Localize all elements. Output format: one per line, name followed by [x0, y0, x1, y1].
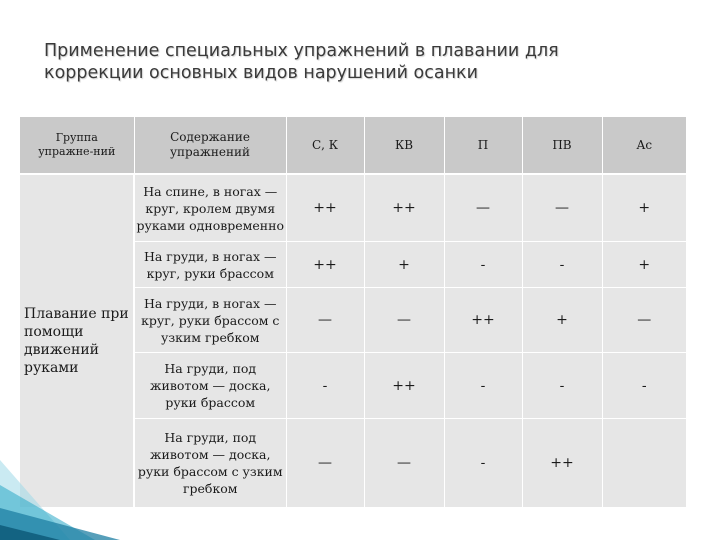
- cell-col-3: ++: [444, 288, 522, 353]
- row-content: На груди, под животом — доска, руки брассом с узким гребком: [134, 419, 286, 508]
- cell-col-5: -: [602, 353, 686, 419]
- row-content: На спине, в ногах — круг, кролем двумя руками одновременно: [134, 174, 286, 242]
- title-line-2: коррекции основных видов нарушений осанки: [44, 63, 478, 83]
- row-content: На груди, под животом — доска, руки брассом: [134, 353, 286, 419]
- header-col-1: С, К: [286, 117, 364, 174]
- cell-col-2: +: [364, 242, 444, 288]
- cell-col-5: +: [602, 242, 686, 288]
- cell-col-5: [602, 419, 686, 508]
- header-group: Группа упражне-ний: [20, 117, 134, 174]
- header-col-2: КВ: [364, 117, 444, 174]
- row-content: На груди, в ногах — круг, руки брассом с узким гребком: [134, 288, 286, 353]
- row-content: На груди, в ногах — круг, руки брассом: [134, 242, 286, 288]
- cell-col-3: -: [444, 419, 522, 508]
- cell-col-4: +: [522, 288, 602, 353]
- header-col-3: П: [444, 117, 522, 174]
- cell-col-1: ++: [286, 242, 364, 288]
- cell-col-4: -: [522, 353, 602, 419]
- title-line-1: Применение специальных упражнений в плавании для: [44, 41, 559, 61]
- cell-col-2: —: [364, 288, 444, 353]
- cell-col-4: ++: [522, 419, 602, 508]
- cell-col-3: -: [444, 353, 522, 419]
- cell-col-1: —: [286, 419, 364, 508]
- header-col-4: ПВ: [522, 117, 602, 174]
- cell-col-5: +: [602, 174, 686, 242]
- cell-col-1: —: [286, 288, 364, 353]
- header-content: Содержание упражнений: [134, 117, 286, 174]
- corner-decoration: [0, 430, 120, 540]
- cell-col-5: —: [602, 288, 686, 353]
- cell-col-2: —: [364, 419, 444, 508]
- cell-col-3: -: [444, 242, 522, 288]
- table-header-row: [20, 117, 686, 174]
- cell-col-4: —: [522, 174, 602, 242]
- table-row: [20, 174, 686, 242]
- header-col-5: Ас: [602, 117, 686, 174]
- slide-title: [44, 40, 684, 84]
- group-label: Плавание при помощи движений руками: [20, 174, 134, 508]
- cell-col-2: ++: [364, 353, 444, 419]
- cell-col-2: ++: [364, 174, 444, 242]
- cell-col-3: —: [444, 174, 522, 242]
- cell-col-4: -: [522, 242, 602, 288]
- cell-col-1: -: [286, 353, 364, 419]
- cell-col-1: ++: [286, 174, 364, 242]
